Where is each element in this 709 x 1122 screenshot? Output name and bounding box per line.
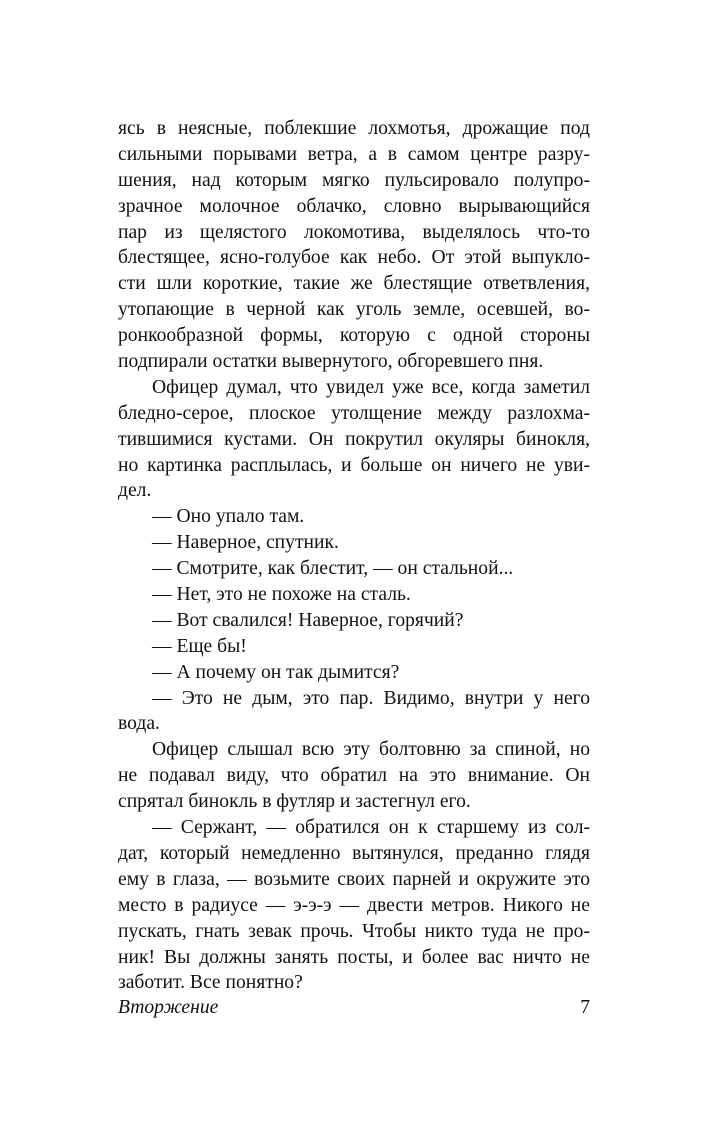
text-line: — Оно упало там. — [152, 506, 305, 528]
text-line: но картинка расплылась, и больше он ничего не уви- — [118, 454, 590, 476]
text-line: Офицер слышал всю эту болтовню за спиной, но — [152, 739, 590, 761]
text-line: заботит. Все понятно? — [118, 972, 303, 994]
text-line: бледно-серое, плоское утолщение между разлохма- — [118, 402, 590, 424]
text-line: не подавал виду, что обратил на это внимание. Он — [118, 765, 590, 787]
text-line: подпирали остатки вывернутого, обгоревшего пня. — [118, 351, 544, 373]
text-line: — Сержант, — обратился он к старшему из сол- — [152, 817, 590, 839]
text-line: сти шли короткие, такие же блестящие ответвления, — [118, 273, 590, 295]
text-line: блестящее, ясно-голубое как небо. От этой выпукло- — [118, 247, 590, 269]
page-footer — [118, 994, 590, 1022]
text-line: утопающие в черной как уголь земле, осевшей, во- — [118, 299, 590, 321]
text-line: дел. — [118, 480, 152, 502]
text-line: пускать, гнать зевак прочь. Чтобы никто туда не про- — [118, 920, 590, 942]
text-line: Офицер думал, что увидел уже все, когда заметил — [152, 376, 590, 398]
text-line: тившимися кустами. Он покрутил окуляры бинокля, — [118, 428, 590, 450]
text-line: ник! Вы должны занять посты, и более вас ничто не — [118, 946, 590, 968]
text-line: — Наверное, спутник. — [152, 532, 339, 554]
running-title: Вторжение — [118, 997, 219, 1018]
text-line: сильными порывами ветра, а в самом центре разру- — [118, 143, 590, 165]
text-line: шения, над которым мягко пульсировало полупро- — [118, 169, 590, 191]
text-line: спрятал бинокль в футляр и застегнул его. — [118, 791, 471, 813]
text-line: — Вот свалился! Наверное, горячий? — [152, 609, 464, 631]
text-line: ронкообразной формы, которую с одной стороны — [118, 325, 590, 347]
text-line: пар из щелястого локомотива, выделялось что-то — [118, 221, 590, 243]
text-line: — Это не дым, это пар. Видимо, внутри у него — [152, 687, 590, 709]
text-line: — Смотрите, как блестит, — он стальной... — [152, 558, 514, 580]
text-line: место в радиусе — э-э-э — двести метров. Никого не — [118, 894, 590, 916]
text-line: зрачное молочное облачко, словно вырывающийся — [118, 195, 590, 217]
text-line: — Нет, это не похоже на сталь. — [152, 584, 411, 606]
text-line: — А почему он так дымится? — [152, 661, 400, 683]
text-line: вода. — [118, 713, 160, 735]
text-line: — Еще бы! — [152, 635, 247, 657]
text-line: ему в глаза, — возьмите своих парней и окружите это — [118, 868, 590, 890]
text-line: дат, который немедленно вытянулся, преданно глядя — [118, 842, 590, 864]
page-number: 7 — [580, 997, 590, 1018]
text-line: ясь в неясные, поблекшие лохмотья, дрожащие под — [118, 118, 590, 139]
body-text — [118, 116, 590, 996]
